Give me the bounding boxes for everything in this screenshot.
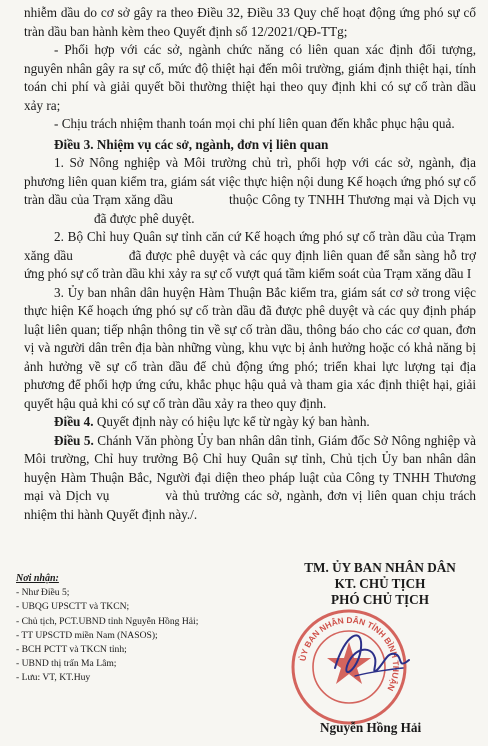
recipient-item: - TT UPSCTD miền Nam (NASOS); xyxy=(16,629,158,641)
article-5 xyxy=(24,432,476,525)
article-3-item-1-part1: 1. Sở Nông nghiệp và Môi trường chủ trì, phối hợp với các sở, ngành, địa phương liên quan kiểm tra, giám sát việc thực hiện nội dung Kế hoạch ứng phó sự cố tràn dầu của Trạm xăng dầu xyxy=(24,155,476,207)
article-3-item-1-part3: đã được phê duyệt. xyxy=(94,210,195,226)
article-5-part1: Chánh Văn phòng Ủy ban nhân dân tỉnh, Giám đốc Sở Nông nghiệp và Môi trường, Chỉ huy trưởng Bộ Chỉ huy Quân sự tỉnh, Chủ tịch Ủy ban nhân dân huyện Hàm Thuận Bắc, Người đại diện theo pháp luật của Công ty TNHH Thương mại và Dịch vụ xyxy=(24,432,477,503)
article-5-label: Điều 5. xyxy=(54,432,94,448)
seal-text: ỦY BAN NHÂN DÂN TỈNH BÌNH THUẬN xyxy=(297,614,402,693)
signer-name: Nguyễn Hồng Hải xyxy=(320,720,422,735)
paragraph-continuation: nhiễm dầu do cơ sở gây ra theo Điều 32, Điều 33 Quy chế hoạt động ứng phó sự cố tràn dầu ban hành kèm theo Quyết định số 12/2021/QĐ-TTg; xyxy=(24,5,476,39)
signature-block xyxy=(282,560,478,608)
recipient-item: - UBND thị trấn Ma Lâm; xyxy=(16,658,117,670)
article-4-text: Quyết định này có hiệu lực kể từ ngày ký ban hành. xyxy=(96,414,370,429)
recipients-title: Nơi nhận: xyxy=(16,573,59,584)
document-body xyxy=(24,4,476,524)
article-3-item-3: 3. Ủy ban nhân dân huyện Hàm Thuận Bắc kiểm tra, giám sát cơ sở trong việc thực hiện Kế hoạch ứng phó sự cố tràn dầu đã được phê duyệt và các quy định pháp luật liên quan; tiếp nhận thông tin về sự cố tràn dầu, thông báo cho các cơ quan, đơn vị và người dân trên địa bàn những vùng, khu vực bị ảnh hưởng hoặc có khả năng bị ảnh hưởng về sự cố tràn dầu để chủ động ứng phó; triển khai lực lượng tại địa phương để phối hợp ứng cứu, khắc phục hậu quả và tham gia xác định thiệt hại, giải quyết hậu quả khi có sự cố tràn dầu xảy ra theo quy định. xyxy=(24,284,476,411)
article-4 xyxy=(24,413,476,432)
article-3-item-1-part2: thuộc Công ty TNHH Thương mại và Dịch vụ xyxy=(228,192,476,207)
handwritten-signature-icon xyxy=(325,618,415,698)
sign-line-title: PHÓ CHỦ TỊCH xyxy=(331,592,429,607)
paragraph-coordinate-damage: - Phối hợp với các sở, ngành chức năng có liên quan xác định đối tượng, nguyên nhân gây ra sự cố, mức độ thiệt hại đến môi trường, giám định thiệt hại, tính toán chi phí và giải quyết bồi thường thiệt hại theo quy định khi có sự cố tràn dầu xảy ra; xyxy=(24,42,476,113)
article-3-item-2-part2: đã được phê duyệt và các quy định liên quan để sẵn sàng hỗ trợ ứng phó sự cố tràn dầu khi xảy ra sự cố vượt quá tầm kiểm soát của Trạm xăng dầu I xyxy=(24,247,476,281)
article-3-item-1 xyxy=(24,154,476,228)
article-3-item-2 xyxy=(24,228,476,284)
recipients-list xyxy=(16,572,256,686)
sign-line-on-behalf: KT. CHỦ TỊCH xyxy=(334,576,426,591)
recipient-item: - UBQG UPSCTT và TKCN; xyxy=(16,601,130,613)
recipient-item: - Như Điều 5; xyxy=(16,587,70,599)
sign-line-authority: TM. ỦY BAN NHÂN DÂN xyxy=(304,560,456,575)
article-3-item-2-part1: 2. Bộ Chỉ huy Quân sự tỉnh căn cứ Kế hoạch ứng phó sự cố tràn dầu của Trạm xăng dầu xyxy=(24,229,476,263)
article-5-part2: và thủ trưởng các sở, ngành, đơn vị liên quan chịu trách nhiệm thi hành Quyết định này./. xyxy=(24,488,476,522)
article-3-heading: Điều 3. Nhiệm vụ các sở, ngành, đơn vị liên quan xyxy=(54,136,329,152)
recipient-item: - Chủ tịch, PCT.UBND tỉnh Nguyễn Hồng Hải; xyxy=(16,615,199,627)
paragraph-pay-costs: - Chịu trách nhiệm thanh toán mọi chi phí liên quan đến khắc phục hậu quả. xyxy=(54,116,455,131)
recipient-item: - Lưu: VT, KT.Huy xyxy=(16,672,91,684)
recipient-item: - BCH PCTT và TKCN tỉnh; xyxy=(16,644,127,656)
article-4-label: Điều 4. xyxy=(54,414,94,429)
